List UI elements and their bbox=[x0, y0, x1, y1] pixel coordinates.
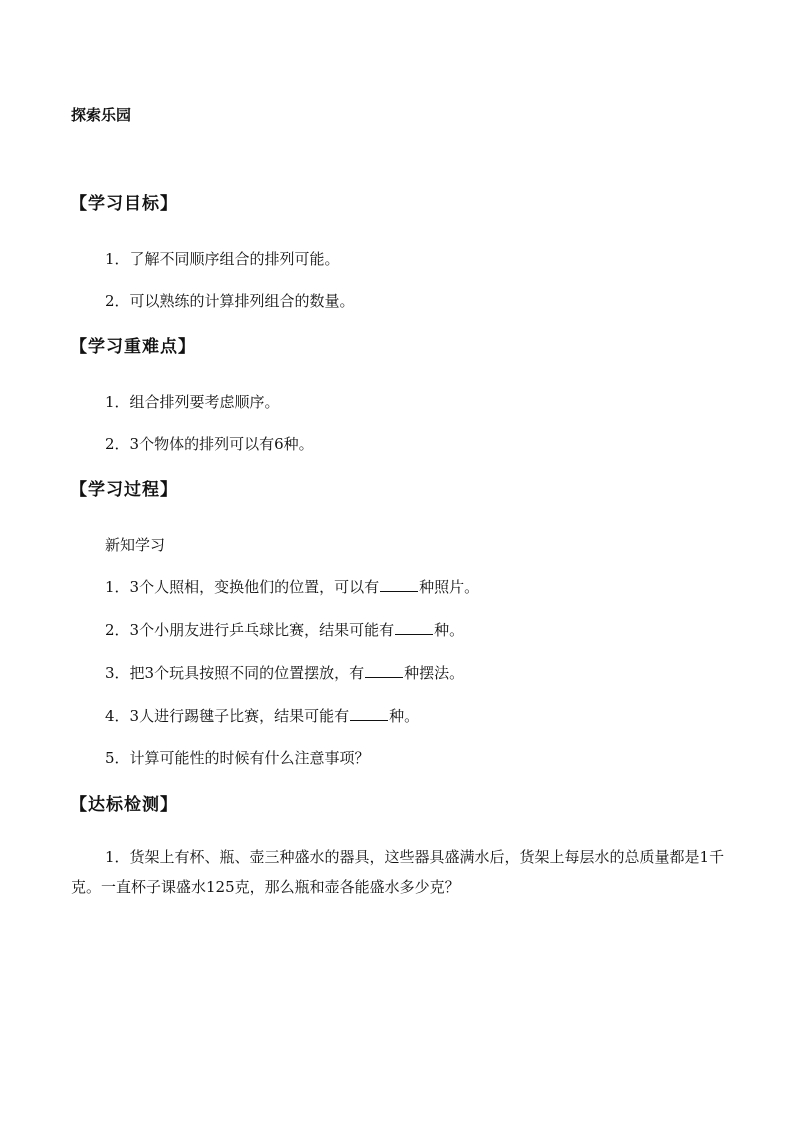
answer-blank bbox=[350, 706, 388, 721]
section-heading-objectives: 【学习目标】 bbox=[70, 194, 178, 214]
answer-blank bbox=[380, 577, 418, 592]
section-heading-key-points: 【学习重难点】 bbox=[70, 337, 196, 357]
question-text: 种。 bbox=[389, 707, 420, 725]
question-text: 4．3人进行踢毽子比赛，结果可能有 bbox=[105, 707, 350, 725]
question-text: 2．3个小朋友进行乒乓球比赛，结果可能有 bbox=[105, 621, 395, 639]
key-point-item: 2．3个物体的排列可以有6种。 bbox=[105, 435, 314, 453]
fill-blank-question bbox=[105, 577, 479, 597]
section-heading-process: 【学习过程】 bbox=[70, 480, 178, 500]
answer-blank bbox=[395, 620, 433, 635]
objective-item: 2．可以熟练的计算排列组合的数量。 bbox=[105, 292, 355, 310]
question-text: 种。 bbox=[434, 621, 465, 639]
open-question: 5．计算可能性的时候有什么注意事项？ bbox=[105, 749, 370, 767]
assessment-problem: 1．货架上有杯、瓶、壶三种盛水的器具，这些器具盛满水后，货架上每层水的总质量都是1千克。一直杯子课盛水125克，那么瓶和壶各能盛水多少克？ bbox=[71, 848, 725, 896]
fill-blank-question bbox=[105, 663, 464, 683]
page-title: 探索乐园 bbox=[71, 106, 132, 124]
fill-blank-question bbox=[105, 620, 464, 640]
objective-item: 1．了解不同顺序组合的排列可能。 bbox=[105, 250, 340, 268]
question-text: 种摆法。 bbox=[404, 664, 465, 682]
question-text: 1．3个人照相，变换他们的位置，可以有 bbox=[105, 578, 380, 596]
question-text: 种照片。 bbox=[419, 578, 480, 596]
question-text: 3．把3个玩具按照不同的位置摆放，有 bbox=[105, 664, 365, 682]
fill-blank-question bbox=[105, 706, 419, 726]
section-heading-assessment: 【达标检测】 bbox=[70, 795, 178, 815]
answer-blank bbox=[365, 663, 403, 678]
key-point-item: 1．组合排列要考虑顺序。 bbox=[105, 393, 280, 411]
process-intro: 新知学习 bbox=[105, 536, 166, 554]
